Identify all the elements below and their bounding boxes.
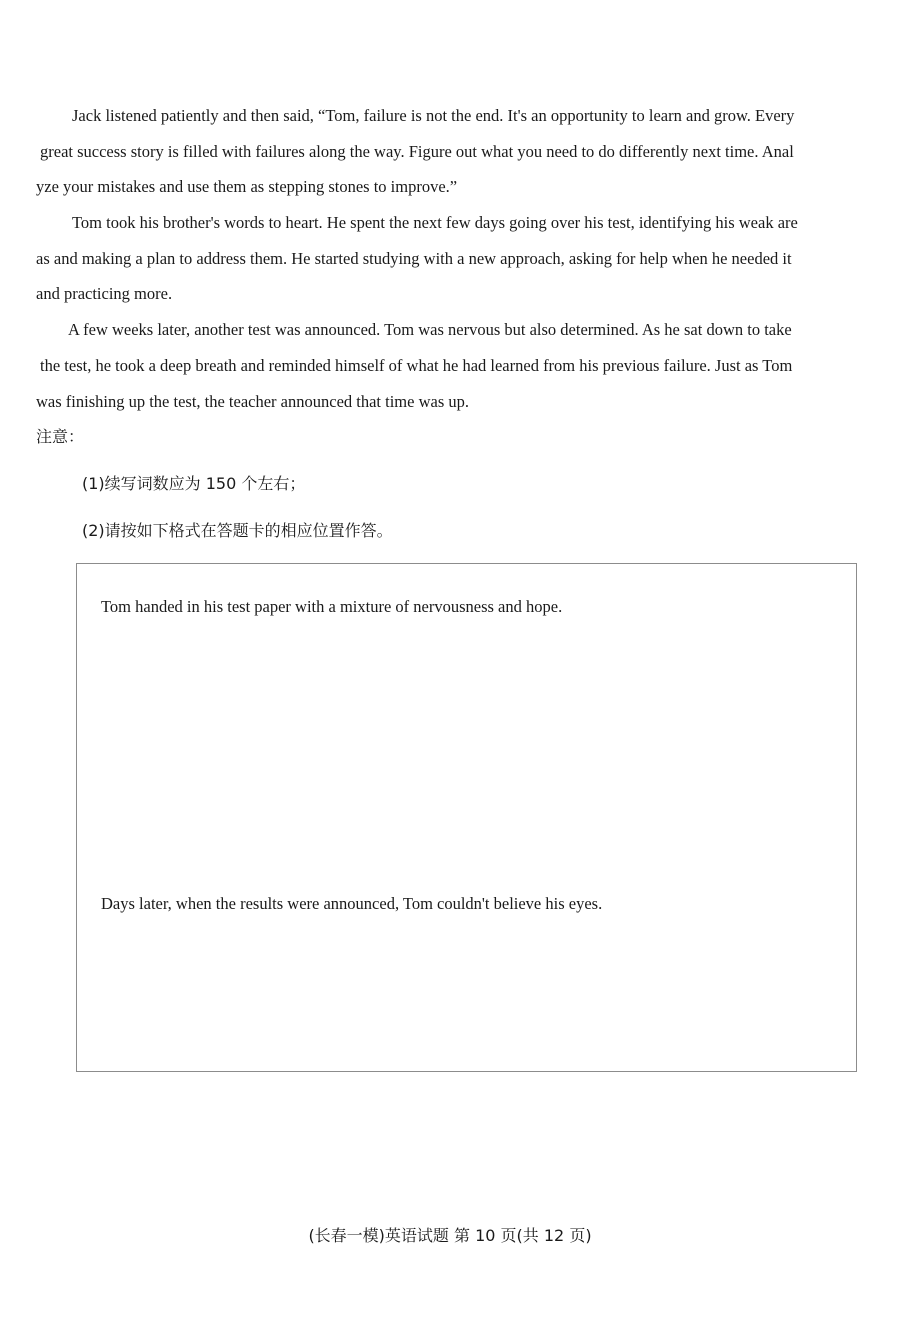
passage-line-8: the test, he took a deep breath and reminded himself of what he had learned from his previous failure. Just as Tom [40, 356, 793, 375]
passage-line-4: Tom took his brother's words to heart. He spent the next few days going over his test, identifying his weak are [72, 213, 798, 232]
passage-line-1: Jack listened patiently and then said, “Tom, failure is not the end. It's an opportunity to learn and grow. Every [72, 106, 795, 125]
note-item-1: (1)续写词数应为 150 个左右； [82, 474, 306, 493]
answer-box [76, 563, 857, 1072]
passage-line-2: great success story is filled with failures along the way. Figure out what you need to do differently next time. Anal [40, 142, 794, 161]
passage-line-7: A few weeks later, another test was announced. Tom was nervous but also determined. As he sat down to take [68, 320, 792, 339]
passage-line-5: as and making a plan to address them. He started studying with a new approach, asking for help when he needed it [36, 249, 792, 268]
paragraph-1-start: Tom handed in his test paper with a mixture of nervousness and hope. [101, 597, 563, 616]
note-item-2: (2)请按如下格式在答题卡的相应位置作答。 [82, 521, 393, 540]
passage-line-9: was finishing up the test, the teacher announced that time was up. [36, 392, 470, 411]
page-footer: (长春一模)英语试题 第 10 页(共 12 页) [308, 1226, 592, 1245]
passage-line-3: yze your mistakes and use them as stepping stones to improve.” [36, 177, 458, 196]
passage-line-6: and practicing more. [36, 284, 173, 303]
notes-heading: 注意： [36, 427, 85, 446]
paragraph-2-start: Days later, when the results were announced, Tom couldn't believe his eyes. [101, 894, 603, 913]
